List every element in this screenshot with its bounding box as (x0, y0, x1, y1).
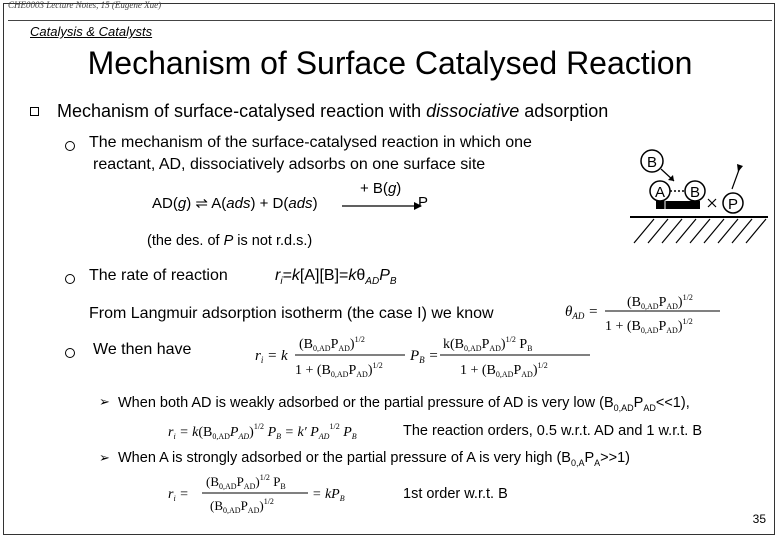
surface-diagram (620, 145, 770, 250)
rate-formula (255, 330, 595, 382)
svg-text:PB =: $P_B$ = (410, 348, 439, 365)
svg-text:ri =: $r_i$ = (168, 487, 189, 503)
page-number: 35 (752, 512, 766, 526)
svg-text:ri = k(B0,ADPAD)1/2 PB = k′ PA: $r_i = k(B_{0,AD}P_{AD})^{1/2}$ $P_B = k'$ $P_{AD}^{1/2}$ $P_B$ (168, 422, 357, 441)
reaction-arrow-icon (342, 200, 422, 212)
svg-text:1 + (B0,ADPAD)1/2: $1 + (B_{0,AD}P_{AD})^{1/2}$ (605, 317, 693, 335)
case1-formula (168, 416, 398, 444)
lecture-note-header: CHE0003 Lecture Notes, 15 (Eugene Xue) (8, 0, 162, 10)
reaction-over-arrow: + B(g) (360, 180, 402, 197)
bullet-main-post: adsorption (519, 101, 609, 121)
case2-text: When A is strongly adsorbed or the partial pressure of A is very high $(B_{0,A}P_A>>1)$ (118, 450, 631, 468)
mechanism-line-1: The mechanism of the surface-catalysed reaction in which one (89, 134, 532, 151)
svg-text:(B0,ADPAD)1/2 PB: $(B_{0,AD}P_{AD})^{1/2}$ $P_B$ (206, 473, 286, 491)
svg-text:1 + (B0,ADPAD)1/2: $1 + (B_{0,AD}P_{AD})^{1/2}$ (295, 361, 383, 379)
circle-bullet-icon (65, 141, 75, 151)
svg-text:(B0,ADPAD)1/2: $(B_{0,AD}P_{AD})^{1/2}$ (299, 335, 365, 353)
svg-text:(B0,ADPAD)1/2: $(B_{0,AD}P_{AD})^{1/2}$ (627, 293, 693, 311)
b-gas-molecule (641, 150, 663, 172)
bullet-main-heading (57, 101, 608, 122)
arrow-bullet-icon: ➢ (99, 394, 110, 409)
svg-text:= kPB: = $kP_B$ (312, 487, 345, 503)
bullet-main-pre: Mechanism of surface-catalysed reaction with (57, 101, 427, 121)
diagram-b-ads: B (689, 184, 701, 201)
slide-title: Mechanism of Surface Catalysed Reaction (87, 45, 693, 81)
square-bullet-icon (30, 107, 39, 116)
section-tag: Catalysis & Catalysts (30, 24, 153, 39)
arrow-bullet-icon: ➢ (99, 450, 110, 465)
bullet-main-emph: dissociative (426, 101, 520, 121)
case2-formula (168, 470, 368, 516)
diagram-b-gas: B (646, 154, 658, 171)
circle-bullet-icon (65, 348, 75, 358)
case2-note: 1st order w.r.t. B (403, 486, 508, 502)
rate-label: The rate of reaction (89, 267, 228, 284)
diagram-p: P (727, 196, 739, 213)
circle-bullet-icon (65, 274, 75, 284)
case1-note: The reaction orders, 0.5 w.r.t. AD and 1 w.r.t. B (403, 423, 703, 439)
b-adsorbed-molecule (685, 181, 705, 201)
svg-text:(B0,ADPAD)1/2: $(B_{0,AD}P_{AD})^{1/2}$ (210, 497, 274, 515)
header-rule (8, 20, 772, 21)
theta-formula (565, 288, 725, 336)
svg-text:ri = k: $r_i = k$ (255, 348, 288, 365)
svg-text:1 + (B0,ADPAD)1/2: $1 + (B_{0,AD}P_{AD})^{1/2}$ (460, 361, 548, 379)
then-label: We then have (93, 341, 192, 358)
p-product-molecule (723, 193, 743, 213)
mechanism-line-2: reactant, AD, dissociatively adsorbs on one surface site (93, 156, 486, 173)
reaction-note: (the des. of P is not r.d.s.) (147, 233, 313, 249)
langmuir-text: From Langmuir adsorption isotherm (the case I) we know (89, 305, 494, 322)
rate-expression: $r_i=k[A][B]=k\theta_{AD}P_B$ (275, 267, 397, 288)
svg-text:θAD =: $\theta_{AD}$ = (565, 304, 599, 321)
reaction-equation: AD(g) ⇌ A(ads) + D(ads) (152, 195, 318, 212)
case1-text: When both AD is weakly adsorbed or the partial pressure of AD is very low $(B_{0,AD}P_{AD}<<1)$, (118, 395, 690, 413)
svg-text:k(B0,ADPAD)1/2 PB: $k(B_{0,AD}P_{AD})^{1/2}$ $P_B$ (443, 335, 533, 353)
a-adsorbed-molecule (650, 181, 670, 201)
diagram-a-ads: A (654, 184, 666, 201)
reaction-product: P (418, 194, 429, 211)
